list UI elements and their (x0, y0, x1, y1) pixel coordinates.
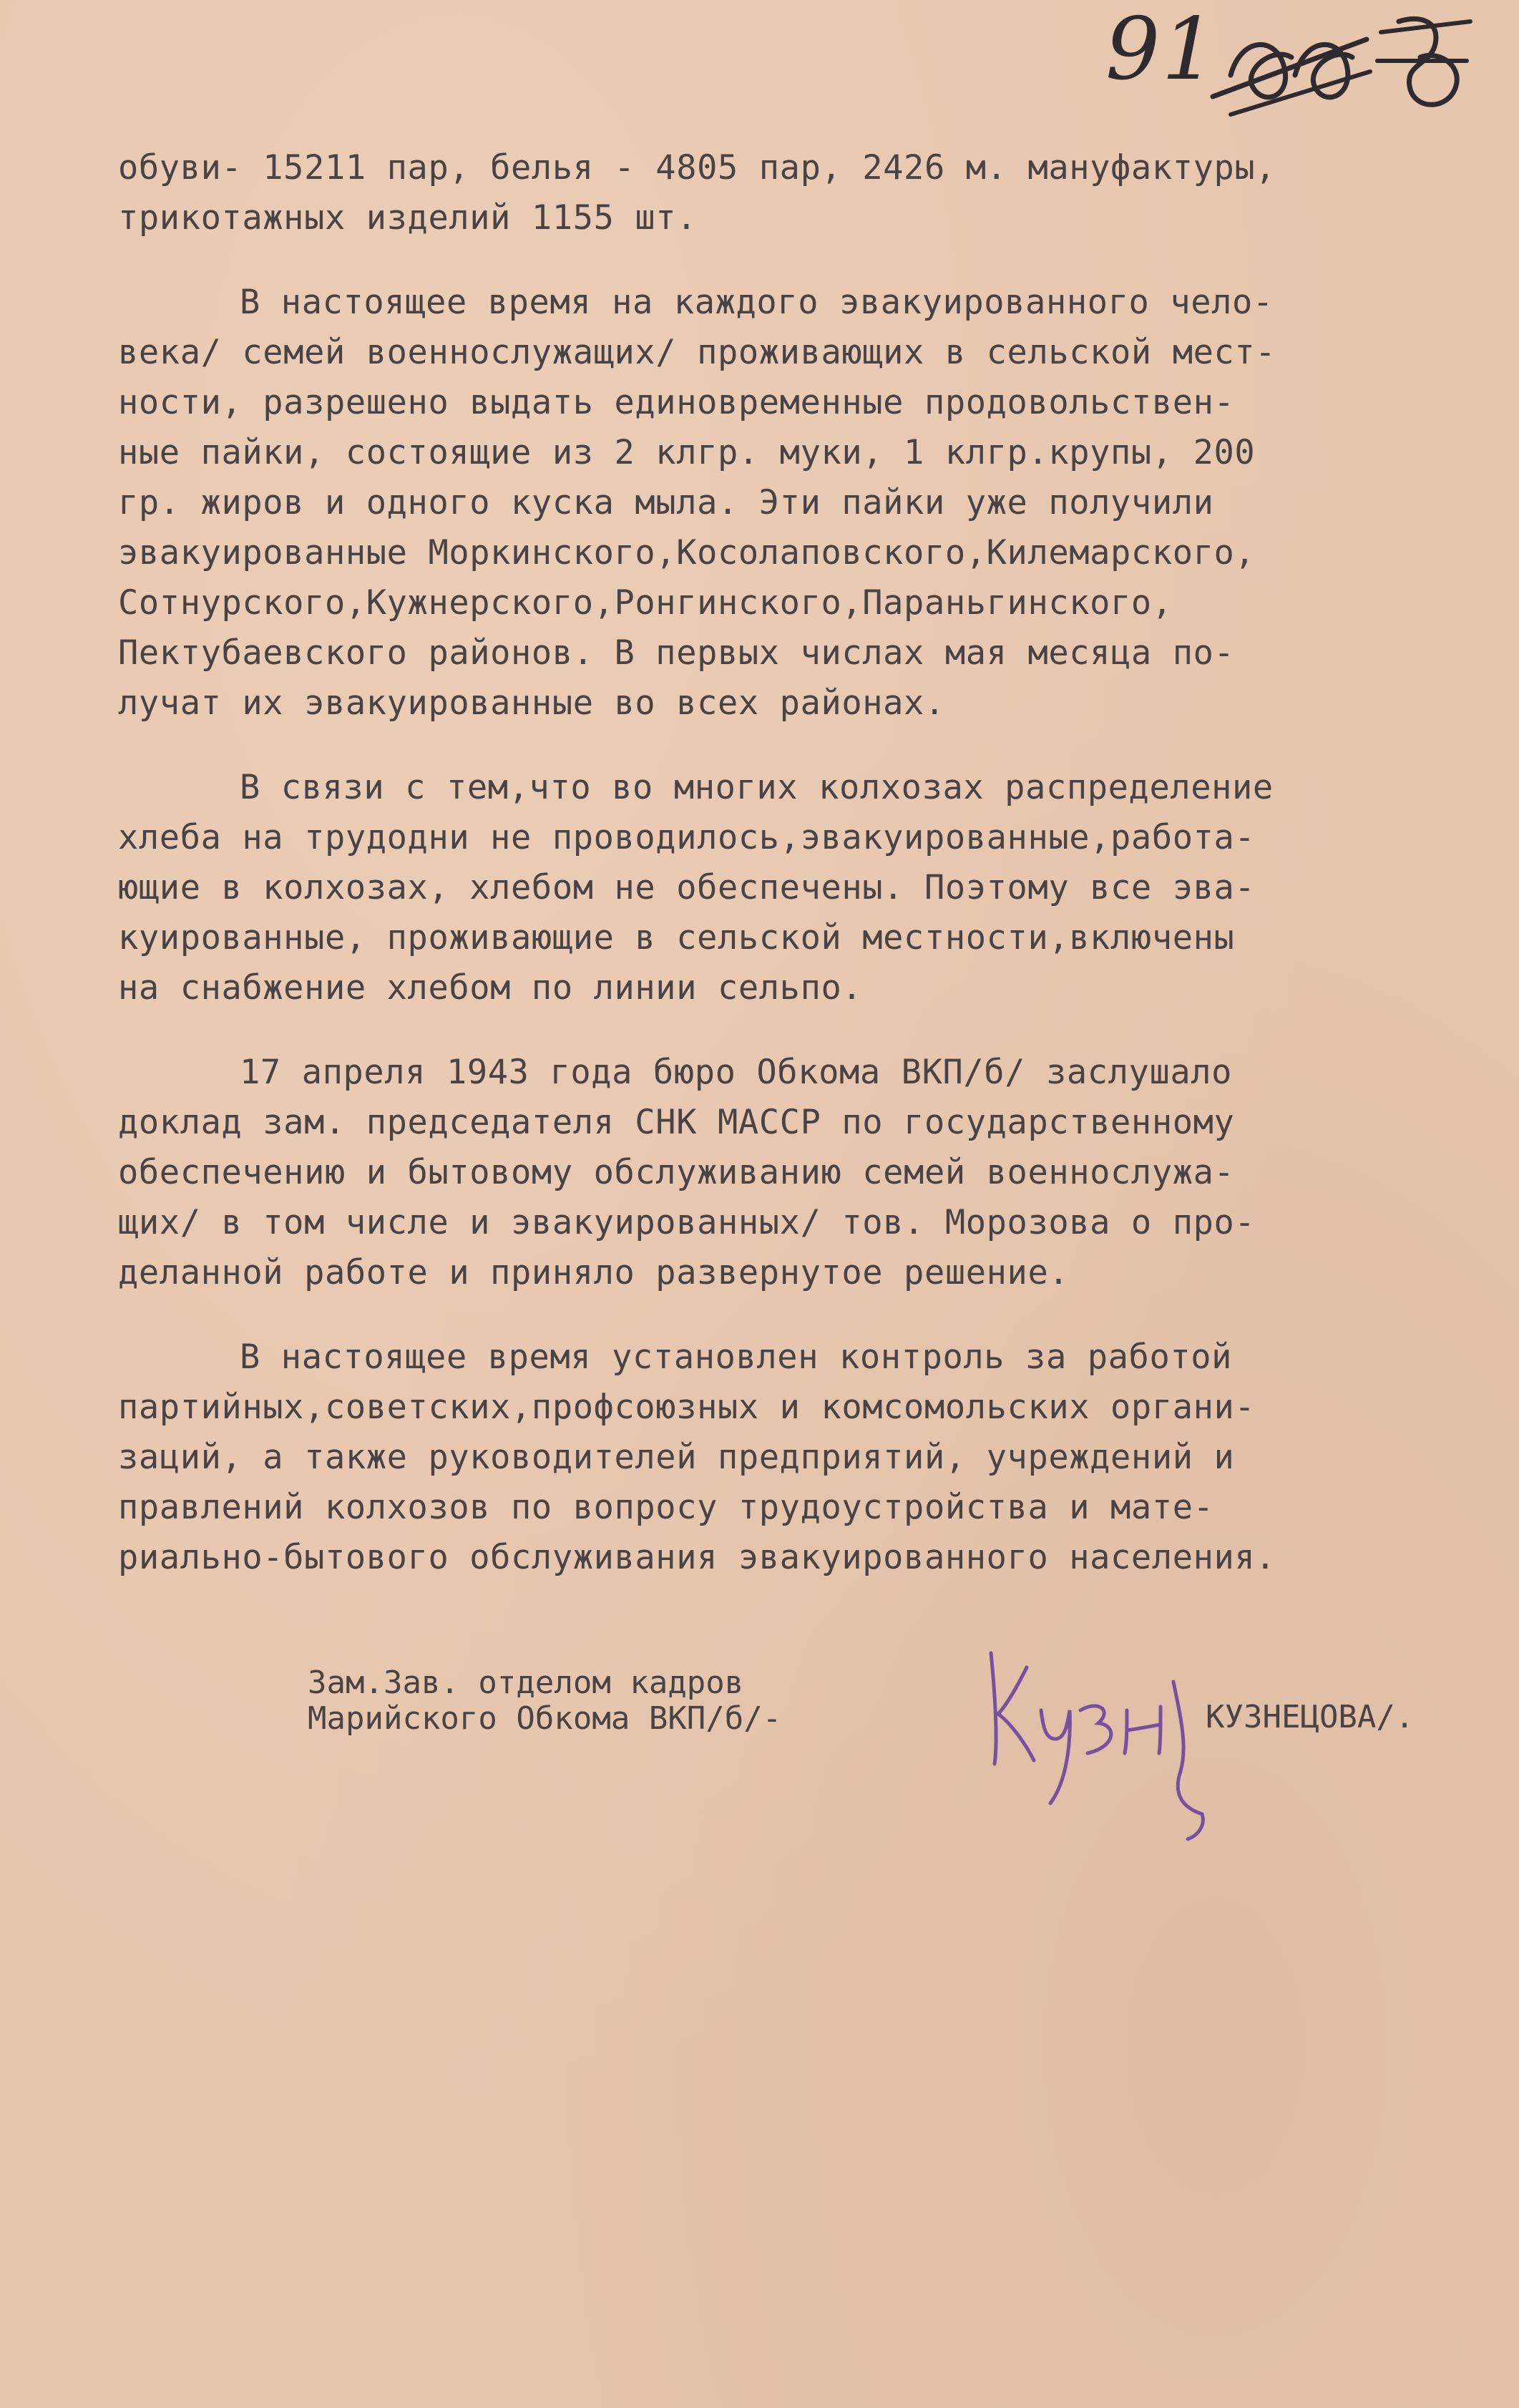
signer-title-line2: Марийского Обкома ВКП/б/- (308, 1700, 782, 1737)
signature-block (308, 1664, 1517, 1896)
text-line: В настоящее время на каждого эвакуированного чело- (240, 283, 1274, 322)
text-line: гр. жиров и одного куска мыла. Эти пайки уже получили (118, 483, 1214, 522)
text-line: 17 апреля 1943 года бюро Обкома ВКП/б/ заслушало (240, 1053, 1233, 1092)
text-line: ющие в колхозах, хлебом не обеспечены. Поэтому все эва- (118, 868, 1256, 907)
text-line-indented (118, 278, 1456, 328)
text-line: риально-бытового обслуживания эвакуированного населения. (118, 1538, 1276, 1577)
paragraph-bureau-report (118, 1048, 1456, 1298)
folio-strikethrough-marks (1105, 0, 1478, 122)
paragraph-supplies (118, 143, 1456, 243)
text-line: ные пайки, состоящие из 2 клгр. муки, 1 клгр.крупы, 200 (118, 433, 1256, 472)
text-line: Пектубаевского районов. В первых числах мая месяца по- (118, 633, 1235, 673)
paragraph-bread-supply (118, 763, 1456, 1013)
text-line: эвакуированные Моркинского,Косолаповского,Килемарского, (118, 533, 1256, 572)
text-line: на снабжение хлебом по линии сельпо. (118, 968, 863, 1008)
text-line: хлеба на трудодни не проводилось,эвакуированные,работа- (118, 818, 1256, 857)
paragraph-control (118, 1332, 1456, 1583)
text-line: трикотажных изделий 1155 шт. (118, 198, 698, 238)
text-line-indented (118, 1332, 1456, 1383)
folio-number-text: 91 (1105, 0, 1218, 99)
text-line: века/ семей военнослужащих/ проживающих в сельской мест- (118, 333, 1276, 372)
text-line: партийных,советских,профсоюзных и комсомольских органи- (118, 1388, 1256, 1427)
signer-title-line1: Зам.Зав. отделом кадров (308, 1664, 744, 1701)
text-line: ности, разрешено выдать единовременные продовольствен- (118, 383, 1235, 422)
text-line: заций, а также руководителей предприятий, учреждений и (118, 1438, 1235, 1477)
text-line: В связи с тем,что во многих колхозах распределение (240, 768, 1274, 807)
text-line: лучат их эвакуированные во всех районах. (118, 683, 945, 723)
text-line: куированные, проживающие в сельской местности,включены (118, 918, 1235, 957)
folio-number (1105, 0, 1478, 122)
paragraph-food-rations (118, 278, 1456, 728)
text-line: обуви- 15211 пар, белья - 4805 пар, 2426 м. мануфактуры, (118, 148, 1276, 187)
text-line: обеспечению и бытовому обслуживанию семей военнослужа- (118, 1153, 1235, 1192)
signer-name: КУЗНЕЦОВА/. (1206, 1699, 1415, 1735)
text-line: щих/ в том числе и эвакуированных/ тов. Морозова о про- (118, 1203, 1256, 1242)
text-line-indented (118, 1048, 1456, 1098)
text-line: Сотнурского,Кужнерского,Ронгинского,Параньгинского, (118, 583, 1173, 623)
text-line: правлений колхозов по вопросу трудоустройства и мате- (118, 1488, 1214, 1527)
text-line-indented (118, 763, 1456, 813)
text-line: доклад зам. председателя СНК МАССР по государственному (118, 1103, 1235, 1142)
text-line: В настоящее время установлен контроль за работой (240, 1337, 1233, 1377)
text-line: деланной работе и приняло развернутое решение. (118, 1253, 1070, 1292)
letter-body (118, 143, 1456, 1617)
handwritten-signature (966, 1639, 1223, 1853)
